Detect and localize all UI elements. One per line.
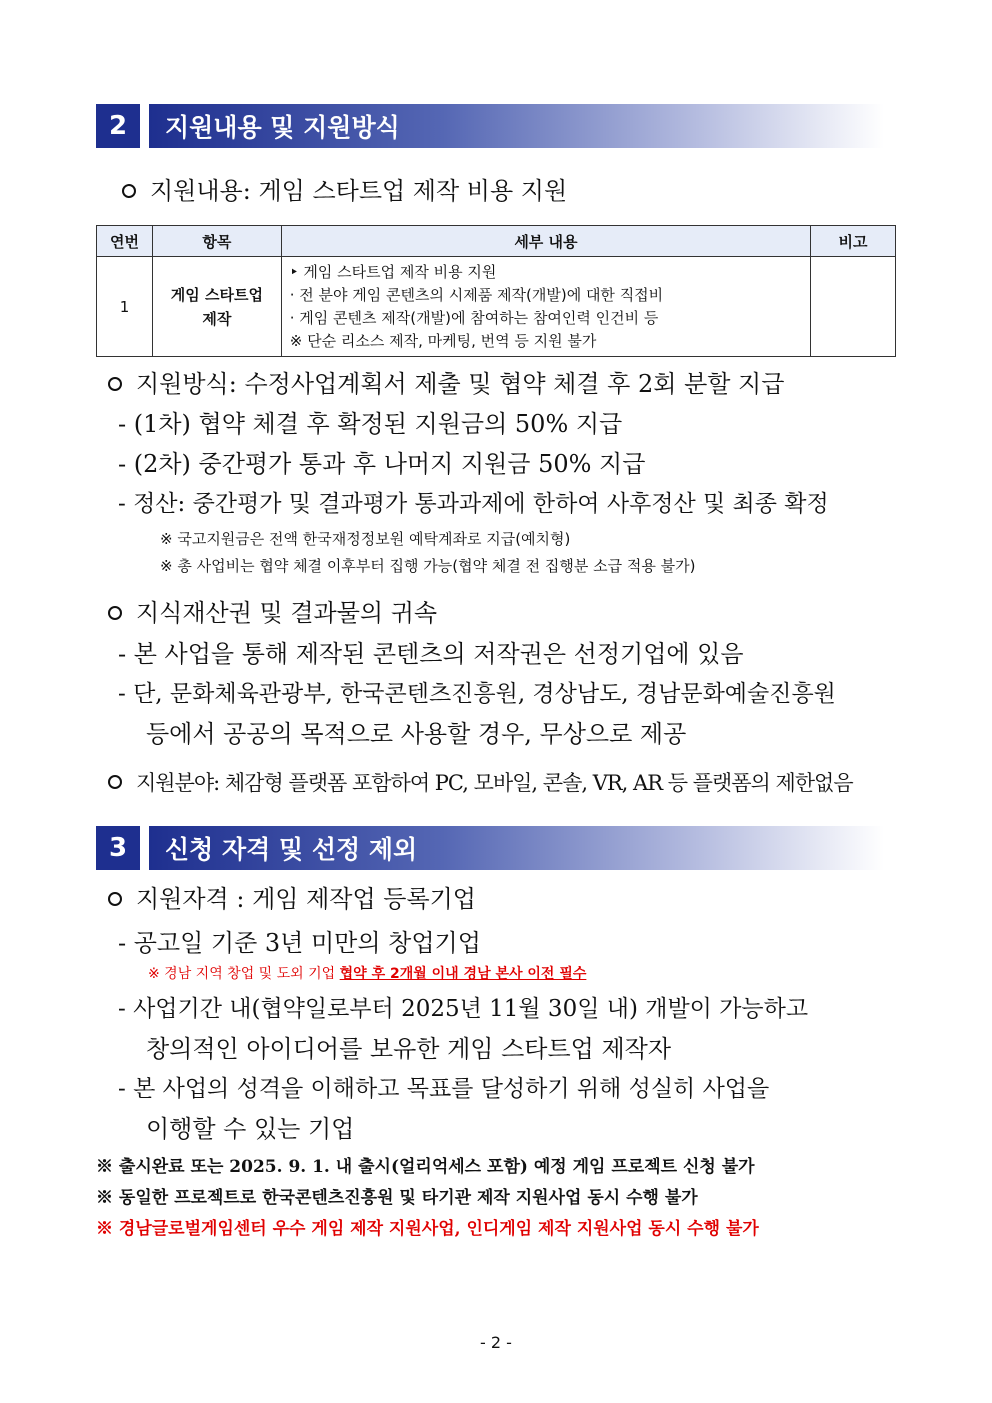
ip-title-text: 지식재산권 및 결과물의 귀속 [136,599,438,627]
detail-line: ‣ 게임 스타트업 제작 비용 지원 [289,262,497,281]
qualification-item: - 본 사업의 성격을 이해하고 목표를 달성하기 위해 성실히 사업을 [118,1076,770,1102]
table-cell-remarks [811,257,896,357]
support-method-line [108,368,784,400]
section-2-number: 2 [96,104,140,148]
table-cell-no: 1 [97,257,153,357]
method-item: - (1차) 협약 체결 후 확정된 지원금의 50% 지급 [118,410,623,438]
region-note-emphasis: 협약 후 2개월 이내 경남 본사 이전 필수 [339,966,587,982]
ip-item: 등에서 공공의 목적으로 사용할 경우, 무상으로 제공 [146,720,687,748]
qualification-text: 지원자격 : 게임 제작업 등록기업 [136,885,476,913]
table-cell-details [281,257,810,357]
table-header-remarks: 비고 [811,226,896,257]
circle-bullet-icon [108,892,122,906]
qualification-item: 이행할 수 있는 기업 [146,1115,355,1143]
qualification-item: - 사업기간 내(협약일로부터 2025년 11월 30일 내) 개발이 가능하고 [118,996,809,1022]
circle-bullet-icon [122,184,136,198]
support-content-line [122,175,567,207]
section-2-header [96,104,884,148]
support-content-text: 지원내용: 게임 스타트업 제작 비용 지원 [150,177,568,205]
field-line [108,767,853,799]
qualification-item: - 공고일 기준 3년 미만의 창업기업 [118,929,481,957]
table-header-no: 연번 [97,226,153,257]
qualification-item: 창의적인 아이디어를 보유한 게임 스타트업 제작자 [146,1035,672,1063]
ip-item: - 단, 문화체육관광부, 한국콘텐츠진흥원, 경상남도, 경남문화예술진흥원 [118,681,836,707]
method-note: ※ 국고지원금은 전액 한국재정정보원 예탁계좌로 지급(예치형) [160,530,571,548]
support-method-text: 지원방식: 수정사업계획서 제출 및 협약 체결 후 2회 분할 지급 [136,370,785,398]
method-note: ※ 총 사업비는 협약 체결 이후부터 집행 가능(협약 체결 전 집행분 소급 적용 불가) [160,557,696,575]
circle-bullet-icon [108,775,122,789]
item-line-2: 제작 [202,309,232,328]
ip-title-line [108,597,437,629]
table-header-item: 항목 [152,226,281,257]
exclusion-note: ※ 출시완료 또는 2025. 9. 1. 내 출시(얼리억세스 포함) 예정 게임 프로젝트 신청 불가 [96,1157,755,1177]
ip-item: - 본 사업을 통해 제작된 콘텐츠의 저작권은 선정기업에 있음 [118,640,744,668]
section-3-title: 신청 자격 및 선정 제외 [149,826,884,870]
circle-bullet-icon [108,377,122,391]
field-text: 지원분야: 체감형 플랫폼 포함하여 PC, 모바일, 콘솔, VR, AR 등 플랫폼의 제한없음 [136,771,853,795]
support-table [96,225,896,357]
section-3-header [96,826,884,870]
detail-line: ※ 단순 리소스 제작, 마케팅, 번역 등 지원 불가 [289,331,597,350]
table-header-row [97,226,896,257]
section-3-number: 3 [96,826,140,870]
item-line-1: 게임 스타트업 [170,285,263,304]
method-item: - (2차) 중간평가 통과 후 나머지 지원금 50% 지급 [118,450,646,478]
region-note [148,963,586,985]
exclusion-note: ※ 동일한 프로젝트로 한국콘텐츠진흥원 및 타기관 제작 지원사업 동시 수행 불가 [96,1188,698,1208]
region-note-prefix: ※ 경남 지역 창업 및 도외 기업 [148,966,340,982]
method-item: - 정산: 중간평가 및 결과평가 통과과제에 한하여 사후정산 및 최종 확정 [118,491,829,517]
circle-bullet-icon [108,606,122,620]
detail-line: · 전 분야 게임 콘텐츠의 시제품 제작(개발)에 대한 직접비 [289,285,664,304]
table-row [97,257,896,357]
section-2-title: 지원내용 및 지원방식 [149,104,884,148]
detail-line: · 게임 콘텐츠 제작(개발)에 참여하는 참여인력 인건비 등 [289,308,659,327]
exclusion-note-red: ※ 경남글로벌게임센터 우수 게임 제작 지원사업, 인디게임 제작 지원사업 동시 수행 불가 [96,1219,759,1239]
table-header-details: 세부 내용 [281,226,810,257]
table-cell-item [152,257,281,357]
qualification-line [108,883,476,915]
page-number: - 2 - [480,1333,512,1352]
